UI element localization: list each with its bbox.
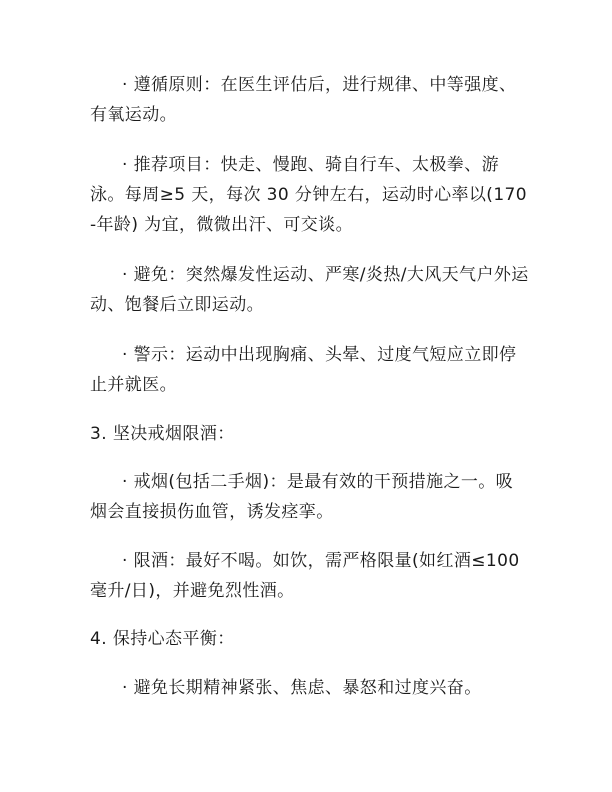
bullet-warning: · 警示：运动中出现胸痛、头晕、过度气短应立即停止并就医。 <box>90 345 517 395</box>
bullet-avoid: · 避免：突然爆发性运动、严寒/炎热/大风天气户外运动、饱餐后立即运动。 <box>90 265 529 315</box>
bullet-limit-alcohol: · 限酒：最好不喝。如饮，需严格限量(如红酒≤100 毫升/日)，并避免烈性酒。 <box>90 551 520 601</box>
bullet-quit-smoking: · 戒烟(包括二手烟)：是最有效的干预措施之一。吸烟会直接损伤血管，诱发痉挛。 <box>90 472 514 522</box>
section-heading-smoking-alcohol: 3. 坚决戒烟限酒： <box>90 424 235 444</box>
section-heading-mental-balance: 4. 保持心态平衡： <box>90 629 235 649</box>
bullet-recommended-activities: · 推荐项目：快走、慢跑、骑自行车、太极拳、游泳。每周≥5 天，每次 30 分钟左右，运动时心率以(170-年龄) 为宜，微微出汗、可交谈。 <box>90 155 527 235</box>
bullet-exercise-principle: · 遵循原则：在医生评估后，进行规律、中等强度、有氧运动。 <box>90 75 517 125</box>
bullet-avoid-stress: · 避免长期精神紧张、焦虑、暴怒和过度兴奋。 <box>122 678 482 698</box>
